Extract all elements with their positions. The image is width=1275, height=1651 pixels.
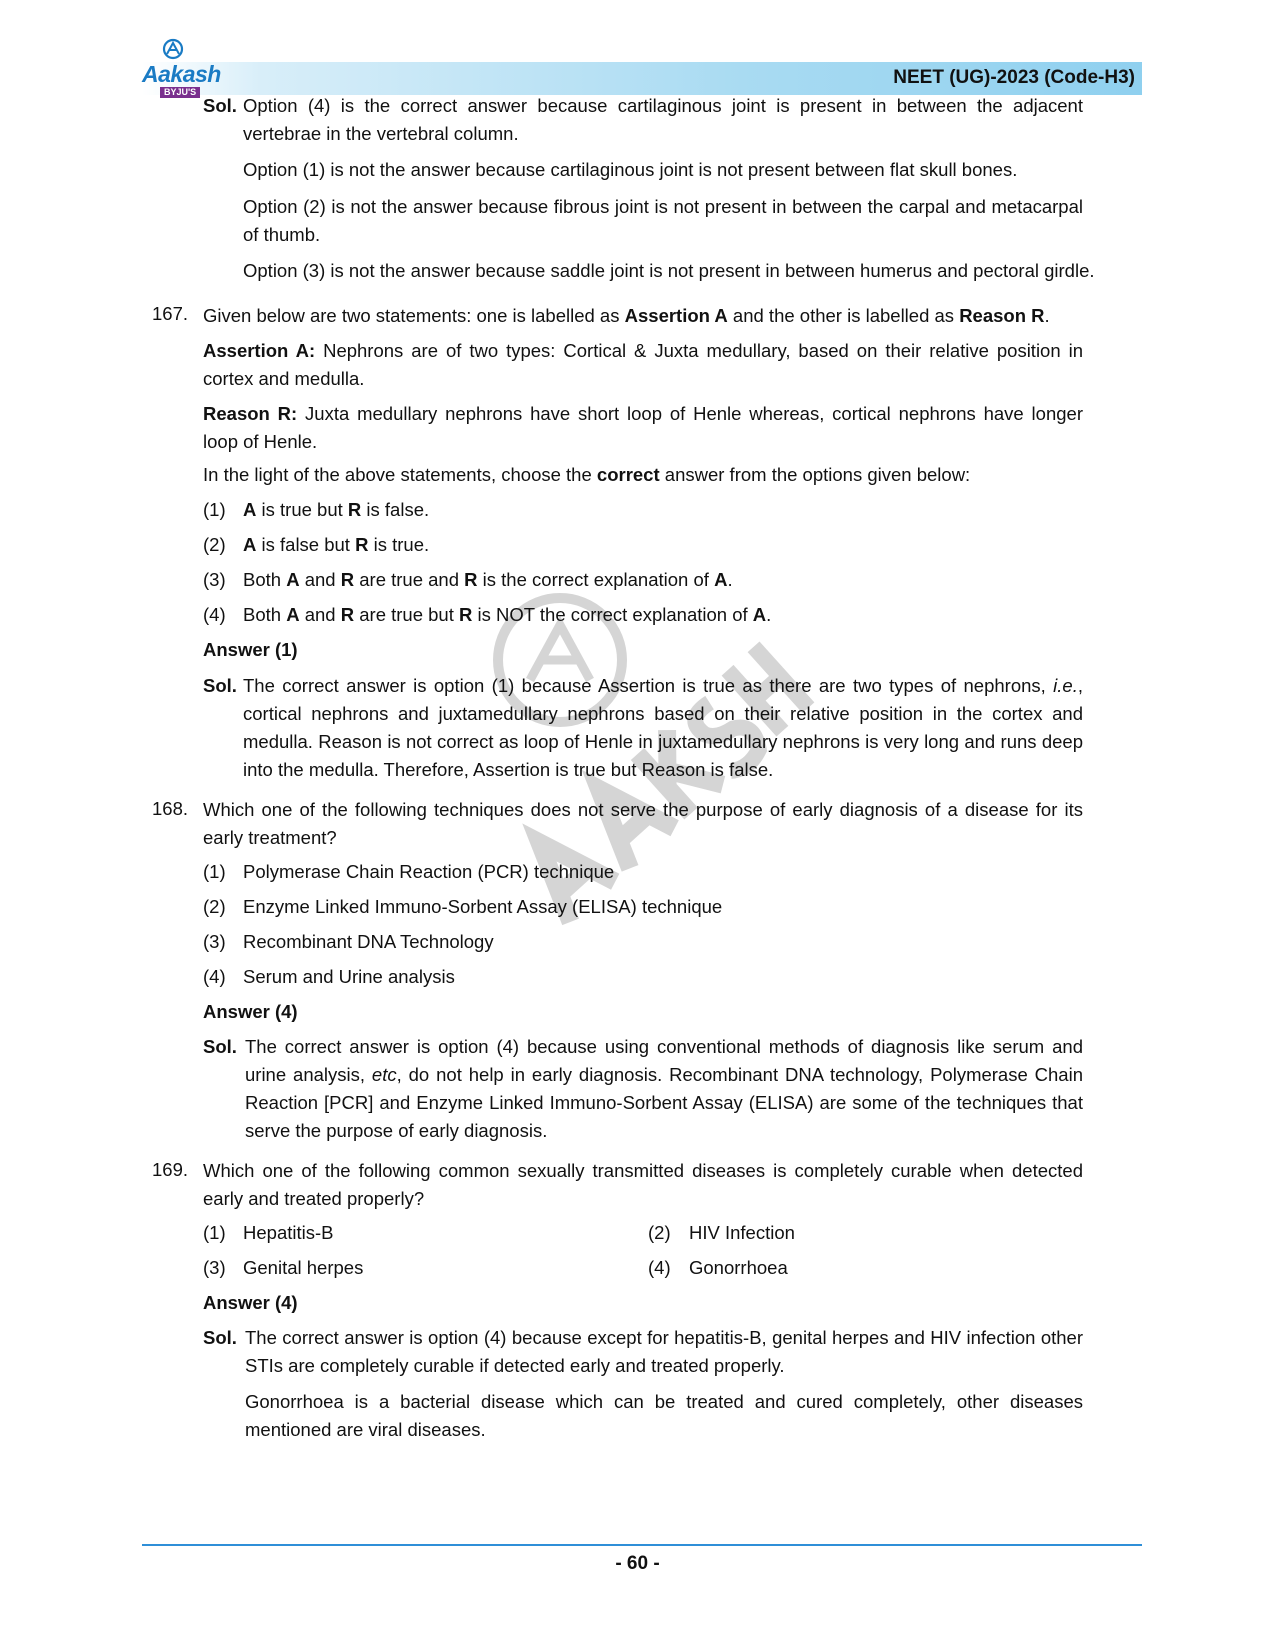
- opt-text: .: [766, 604, 772, 625]
- opt-bold: A: [286, 569, 300, 590]
- opt-text: are true but: [354, 604, 460, 625]
- sol-text: , cortical nephrons and juxtamedullary nephrons based on their relative position in the cortex and medulla. Reason is not correct as loop of Henle in juxtamedullary nephrons is very long and runs deep into the medulla. Therefore, Assertion is true but Reason is false.: [243, 675, 1083, 780]
- opt-text: are true and: [354, 569, 465, 590]
- opt-bold: A: [243, 499, 257, 520]
- q169-option-3-text: Genital herpes: [243, 1257, 364, 1278]
- assertion-statement: [203, 337, 1083, 393]
- q168-option-2-number: (2): [203, 896, 226, 917]
- q168-option-1-number: (1): [203, 861, 226, 882]
- opt-bold: A: [243, 534, 257, 555]
- instr-bold: correct: [596, 464, 660, 485]
- q168-solution: [245, 1033, 1083, 1145]
- question-number-167: 167.: [152, 303, 189, 324]
- stem-bold: Assertion A: [624, 305, 728, 326]
- opt-text: .: [727, 569, 733, 590]
- q169-option-2-number: (2): [648, 1222, 671, 1243]
- q167-solution: [243, 672, 1083, 784]
- question-169-stem: Which one of the following common sexually transmitted diseases is completely curable when detected early and treated properly?: [203, 1160, 1083, 1209]
- opt-bold: R: [347, 499, 362, 520]
- q167-option-1-text: [243, 496, 429, 524]
- question-167-instruction: [203, 461, 1083, 489]
- opt-bold: R: [355, 534, 369, 555]
- opt-text: is NOT the correct explanation of: [472, 604, 753, 625]
- q167-option-4-number: (4): [203, 604, 226, 625]
- opt-bold: R: [464, 569, 478, 590]
- stem-text: Given below are two statements: one is labelled as: [203, 305, 625, 326]
- opt-bold: R: [340, 604, 355, 625]
- opt-text: is true but: [256, 499, 348, 520]
- question-number-168: 168.: [152, 798, 189, 819]
- exam-title: NEET (UG)-2023 (Code-H3): [893, 67, 1135, 88]
- assertion-text: Nephrons are of two types: Cortical & Juxta medullary, based on their relative position in cortex and medulla.: [203, 340, 1083, 389]
- opt-text: and: [299, 604, 341, 625]
- prev-sol-label: Sol.: [203, 95, 237, 116]
- q169-sol-label: Sol.: [203, 1327, 237, 1348]
- q167-sol-label: Sol.: [203, 675, 237, 696]
- assertion-label: Assertion A:: [203, 340, 316, 361]
- opt-bold: R: [340, 569, 355, 590]
- q168-option-1-text: Polymerase Chain Reaction (PCR) technique: [243, 861, 615, 882]
- q167-option-1-number: (1): [203, 499, 226, 520]
- q168-sol-label: Sol.: [203, 1036, 237, 1057]
- sol-italic: i.e.: [1053, 675, 1078, 696]
- question-168-stem: Which one of the following techniques does not serve the purpose of early diagnosis of a disease for its early treatment?: [203, 799, 1083, 848]
- q169-option-1-number: (1): [203, 1222, 226, 1243]
- q168-option-2-text: Enzyme Linked Immuno-Sorbent Assay (ELISA) technique: [243, 896, 723, 917]
- opt-text: is false but: [256, 534, 356, 555]
- opt-text: Both: [243, 604, 287, 625]
- aakash-logo: [140, 38, 230, 98]
- q168-option-3-number: (3): [203, 931, 226, 952]
- sol-italic: etc: [371, 1064, 397, 1085]
- q168-option-4-number: (4): [203, 966, 226, 987]
- q169-solution-para-1: The correct answer is option (4) because except for hepatitis-B, genital herpes and HIV infection other STIs are completely curable if detected early and treated properly.: [245, 1327, 1083, 1376]
- opt-bold: A: [286, 604, 300, 625]
- instr-text: answer from the options given below:: [659, 464, 971, 485]
- stem-text: .: [1044, 305, 1050, 326]
- question-167-stem: [203, 302, 1083, 330]
- prev-sol-line-4: Option (3) is not the answer because saddle joint is not present in between humerus and pectoral girdle.: [243, 260, 1095, 281]
- stem-text: and the other is labelled as: [727, 305, 960, 326]
- q169-option-4-number: (4): [648, 1257, 671, 1278]
- prev-sol-line-3: Option (2) is not the answer because fibrous joint is not present in between the carpal and metacarpal of thumb.: [243, 196, 1083, 245]
- reason-statement: [203, 400, 1083, 456]
- reason-text: Juxta medullary nephrons have short loop of Henle whereas, cortical nephrons have longer loop of Henle.: [203, 403, 1083, 452]
- page-number: - 60 -: [615, 1553, 660, 1574]
- opt-text: and: [299, 569, 341, 590]
- q169-option-1-text: Hepatitis-B: [243, 1222, 334, 1243]
- question-number-169: 169.: [152, 1159, 189, 1180]
- logo-wordmark: Aakash: [142, 61, 221, 87]
- opt-bold: A: [752, 604, 767, 625]
- reason-label: Reason R:: [203, 403, 298, 424]
- opt-bold: A: [714, 569, 728, 590]
- q169-option-2-text: HIV Infection: [689, 1222, 795, 1243]
- q167-option-3-number: (3): [203, 569, 226, 590]
- q167-option-3-text: [243, 566, 733, 594]
- opt-text: is false.: [361, 499, 430, 520]
- q167-answer: Answer (1): [203, 639, 298, 660]
- aakash-watermark-icon: [450, 580, 880, 1000]
- sol-text: , do not help in early diagnosis. Recombinant DNA technology, Polymerase Chain Reaction [PCR] and Enzyme Linked Immuno-Sorbent Assay (ELISA) are some of the techniques that serve the purpose of early diagnosis.: [245, 1064, 1083, 1141]
- q169-option-3-number: (3): [203, 1257, 226, 1278]
- q167-option-4-text: [243, 601, 771, 629]
- q169-solution-para-2: Gonorrhoea is a bacterial disease which can be treated and cured completely, other diseases mentioned are viral diseases.: [245, 1391, 1083, 1440]
- q169-option-4-text: Gonorrhoea: [689, 1257, 788, 1278]
- opt-text: is the correct explanation of: [477, 569, 715, 590]
- prev-sol-line-2: Option (1) is not the answer because cartilaginous joint is not present between flat skull bones.: [243, 159, 1018, 180]
- q168-option-4-text: Serum and Urine analysis: [243, 966, 455, 987]
- sol-text: The correct answer is option (4) because using conventional methods of diagnosis like serum and urine analysis,: [245, 1036, 1083, 1085]
- q169-answer: Answer (4): [203, 1292, 298, 1313]
- q168-answer: Answer (4): [203, 1001, 298, 1022]
- stem-bold: Reason R: [959, 305, 1045, 326]
- q167-option-2-number: (2): [203, 534, 226, 555]
- footer-divider: [142, 1544, 1142, 1546]
- sol-text: The correct answer is option (1) because Assertion is true as there are two types of nephrons,: [243, 675, 1054, 696]
- logo-byjus-tag: BYJU'S: [160, 87, 200, 98]
- prev-sol-line-1: Option (4) is the correct answer because cartilaginous joint is present in between the adjacent vertebrae in the vertebral column.: [243, 95, 1083, 144]
- q168-option-3-text: Recombinant DNA Technology: [243, 931, 494, 952]
- instr-text: In the light of the above statements, choose the: [203, 464, 597, 485]
- opt-bold: R: [459, 604, 473, 625]
- q167-option-2-text: [243, 531, 429, 559]
- opt-text: is true.: [368, 534, 430, 555]
- opt-text: Both: [243, 569, 287, 590]
